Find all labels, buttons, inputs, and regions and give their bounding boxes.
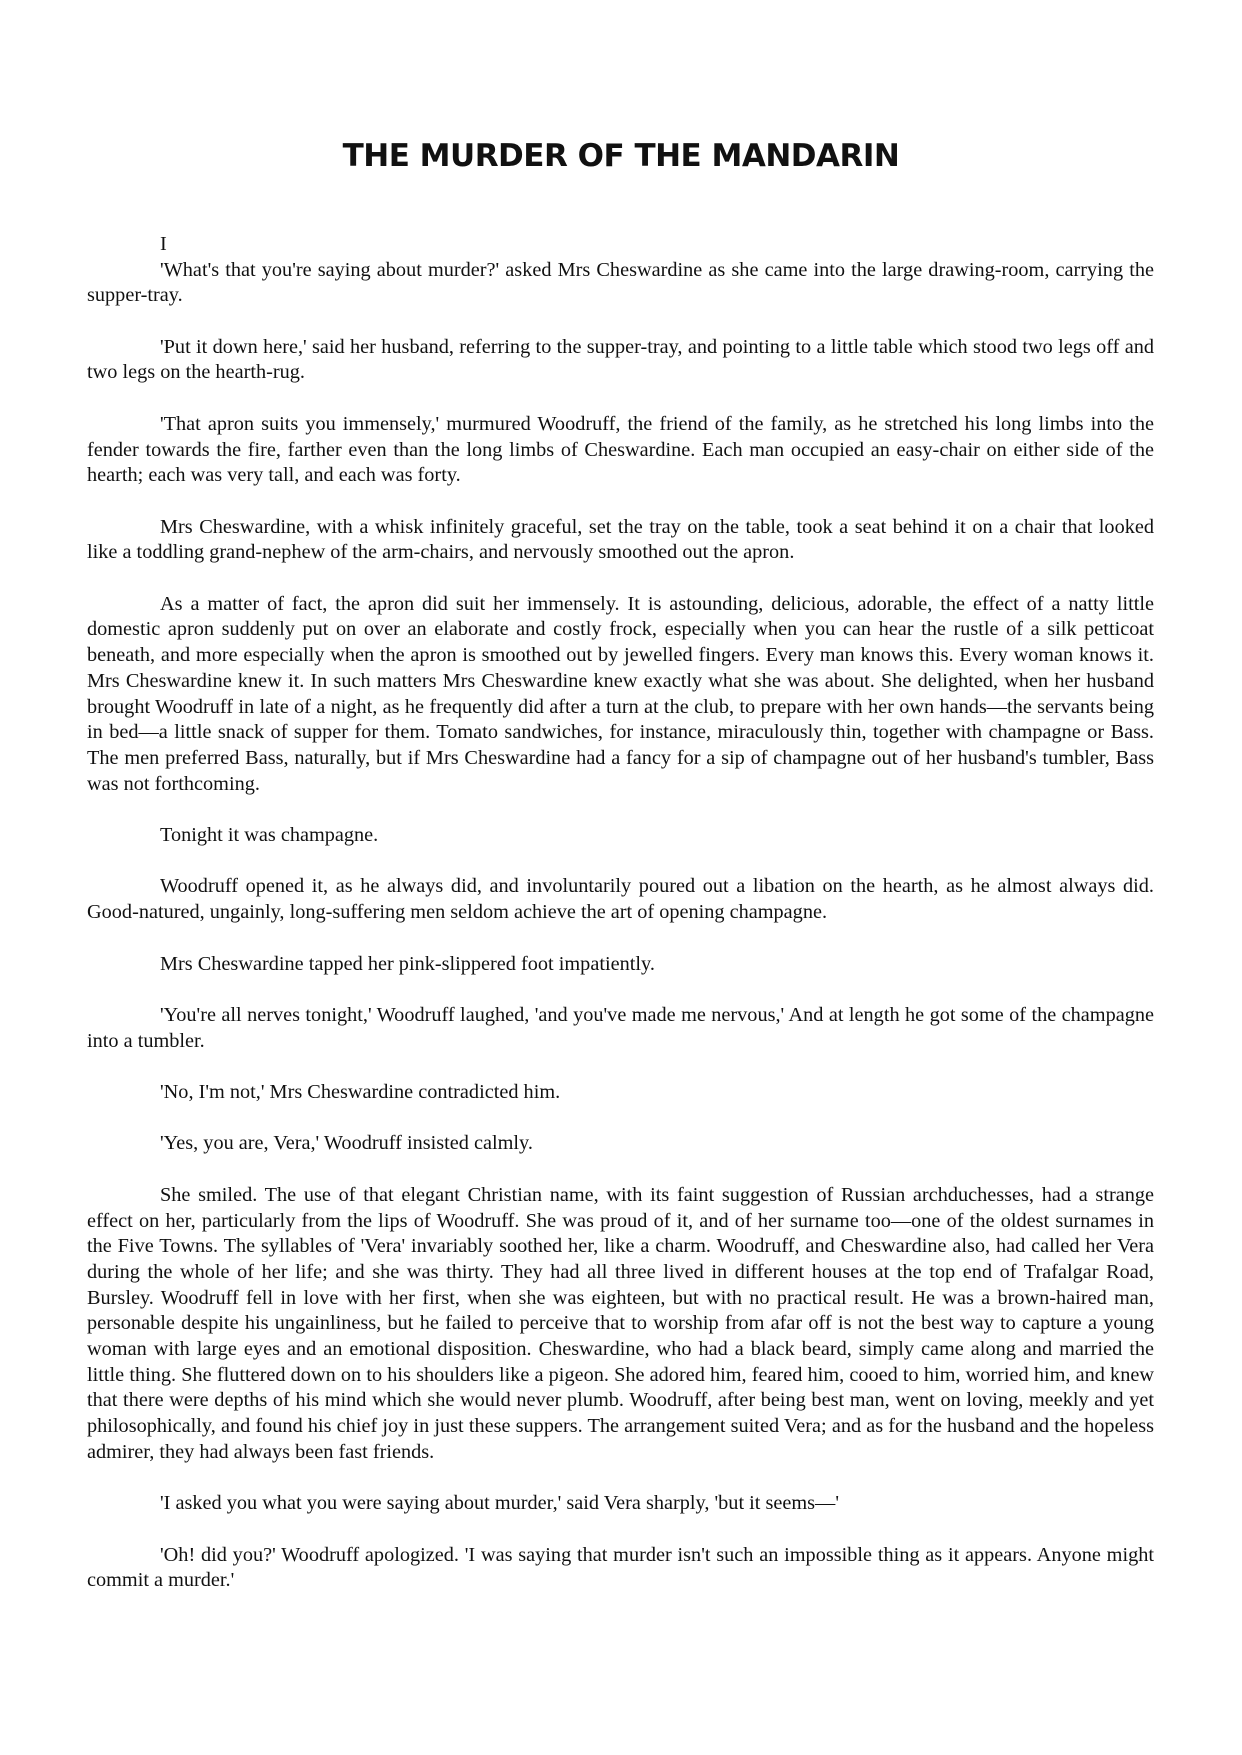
paragraph: She smiled. The use of that elegant Christian name, with its faint suggestion of Russian archduchesses, had a strange effect on her, particularly from the lips of Woodruff. She was proud of it, and of her surname too—one of the oldest surnames in the Five Towns. The syllables of 'Vera' invariably soothed her, like a charm. Woodruff, and Cheswardine also, had called her Vera during the whole of her life; and she was thirty. They had all three lived in different houses at the top end of Trafalgar Road, Bursley. Woodruff fell in love with her first, when she was eighteen, but with no practical result. He was a brown-haired man, personable despite his ungainliness, but he failed to perceive that to worship from afar off is not the best way to capture a young woman with large eyes and an emotional disposition. Cheswardine, who had a black beard, simply came along and married the little thing. She fluttered down on to his shoulders like a pigeon. She adored him, feared him, cooed to him, worried him, and knew that there were depths of his mind which she would never plumb. Woodruff, after being best man, went on loving, meekly and yet philosophically, and found his chief joy in just these suppers. The arrangement suited Vera; and as for the husband and the hopeless admirer, they had always been fast friends. <box>87 1183 1154 1463</box>
paragraph: Mrs Cheswardine, with a whisk infinitely graceful, set the tray on the table, took a seat behind it on a chair that looked like a toddling grand-nephew of the arm-chairs, and nervously smoothed out the apron. <box>87 515 1154 564</box>
paragraph: Woodruff opened it, as he always did, and involuntarily poured out a libation on the hearth, as he almost always did. Good-natured, ungainly, long-suffering men seldom achieve the art of opening champagne. <box>87 875 1154 924</box>
paragraph: 'Oh! did you?' Woodruff apologized. 'I was saying that murder isn't such an impossible thing as it appears. Anyone might commit a murder.' <box>87 1543 1154 1592</box>
paragraph: 'That apron suits you immensely,' murmured Woodruff, the friend of the family, as he stretched his long limbs into the fender towards the fire, farther even than the long limbs of Cheswardine. Each man occupied an easy-chair on either side of the hearth; each was very tall, and each was forty. <box>87 412 1154 487</box>
paragraph: 'Put it down here,' said her husband, referring to the supper-tray, and pointing to a little table which stood two legs off and two legs on the hearth-rug. <box>87 335 1154 384</box>
paragraph: Tonight it was champagne. <box>160 824 379 847</box>
section-number: I <box>160 233 167 255</box>
paragraph: As a matter of fact, the apron did suit her immensely. It is astounding, delicious, adorable, the effect of a natty little domestic apron suddenly put on over an elaborate and costly frock, especially when you can hear the rustle of a silk petticoat beneath, and more especially when the apron is smoothed out by jewelled fingers. Every man knows this. Every woman knows it. Mrs Cheswardine knew it. In such matters Mrs Cheswardine knew exactly what she was about. She delighted, when her husband brought Woodruff in late of a night, as he frequently did after a turn at the club, to prepare with her own hands—the servants being in bed—a little snack of supper for them. Tomato sandwiches, for instance, miraculously thin, together with champagne or Bass. The men preferred Bass, naturally, but if Mrs Cheswardine had a fancy for a sip of champagne out of her husband's tumbler, Bass was not forthcoming. <box>87 592 1154 795</box>
paragraph: 'I asked you what you were saying about murder,' said Vera sharply, 'but it seems—' <box>160 1492 839 1515</box>
paragraph: 'You're all nerves tonight,' Woodruff laughed, 'and you've made me nervous,' And at length he got some of the champagne into a tumbler. <box>87 1003 1154 1052</box>
paragraph: Mrs Cheswardine tapped her pink-slippered foot impatiently. <box>160 952 655 975</box>
paragraph: 'What's that you're saying about murder?' asked Mrs Cheswardine as she came into the large drawing-room, carrying the supper-tray. <box>87 258 1154 307</box>
chapter-title: THE MURDER OF THE MANDARIN <box>342 138 900 174</box>
paragraph: 'Yes, you are, Vera,' Woodruff insisted calmly. <box>160 1132 533 1155</box>
body-text <box>87 232 1154 1620</box>
paragraph: 'No, I'm not,' Mrs Cheswardine contradicted him. <box>160 1081 561 1104</box>
